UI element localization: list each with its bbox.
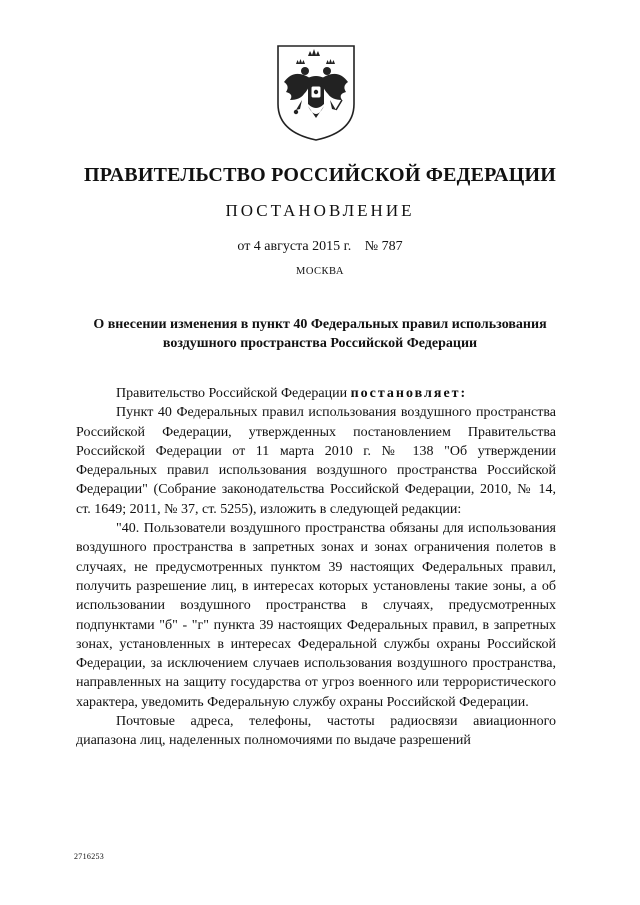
decree-number: № 787 bbox=[364, 239, 403, 254]
decree-date: от 4 августа 2015 г. bbox=[237, 239, 352, 254]
document-type: ПОСТАНОВЛЕНИЕ bbox=[225, 201, 415, 220]
document-body bbox=[76, 384, 556, 751]
document-title: О внесении изменения в пункт 40 Федеральных правил использования воздушного пространства Российской Федерации bbox=[93, 317, 547, 351]
city-name: МОСКВА bbox=[296, 266, 344, 277]
intro-paragraph bbox=[76, 384, 556, 403]
intro-emphasis: постановляет: bbox=[350, 386, 468, 401]
date-line bbox=[0, 239, 640, 255]
paragraph-1: Пункт 40 Федеральных правил использования воздушного пространства Российской Федерации, утвержденных постановлением Правительства Российской Федерации от 11 марта 2010 г. № 138 "Об утверждении Федеральных правил использования воздушного пространства Российской Федерации" (Собрание законодательства Российской Федерации, 2010, № 14, ст. 1649; 2011, № 37, ст. 5255), изложить в следующей редакции: bbox=[76, 405, 556, 517]
government-name: ПРАВИТЕЛЬСТВО РОССИЙСКОЙ ФЕДЕРАЦИИ bbox=[84, 164, 556, 186]
state-emblem-icon bbox=[274, 42, 358, 142]
paragraph-2: "40. Пользователи воздушного пространства обязаны для использования воздушного пространства в запретных зонах и зонах ограничения полетов в случаях, не предусмотренных пунктом 39 настоящих Федеральных правил, получить разрешение лиц, в интересах которых установлены такие зоны, а об использовании воздушного пространства в случаях, предусмотренных подпунктами "б" - "г" пункта 39 настоящих Федеральных правил, в запретных зонах, установленных в интересах Федеральной службы охраны Российской Федерации, за исключением случаев использования воздушного пространства, направленных на защиту государства от угроз военного или террористического характера, уведомить Федеральную службу охраны Российской Федерации. bbox=[76, 521, 556, 710]
document-code: 2716253 bbox=[74, 852, 105, 861]
intro-text: Правительство Российской Федерации bbox=[116, 386, 348, 401]
paragraph-3: Почтовые адреса, телефоны, частоты радиосвязи авиационного диапазона лиц, наделенных полномочиями по выдаче разрешений bbox=[76, 714, 556, 749]
